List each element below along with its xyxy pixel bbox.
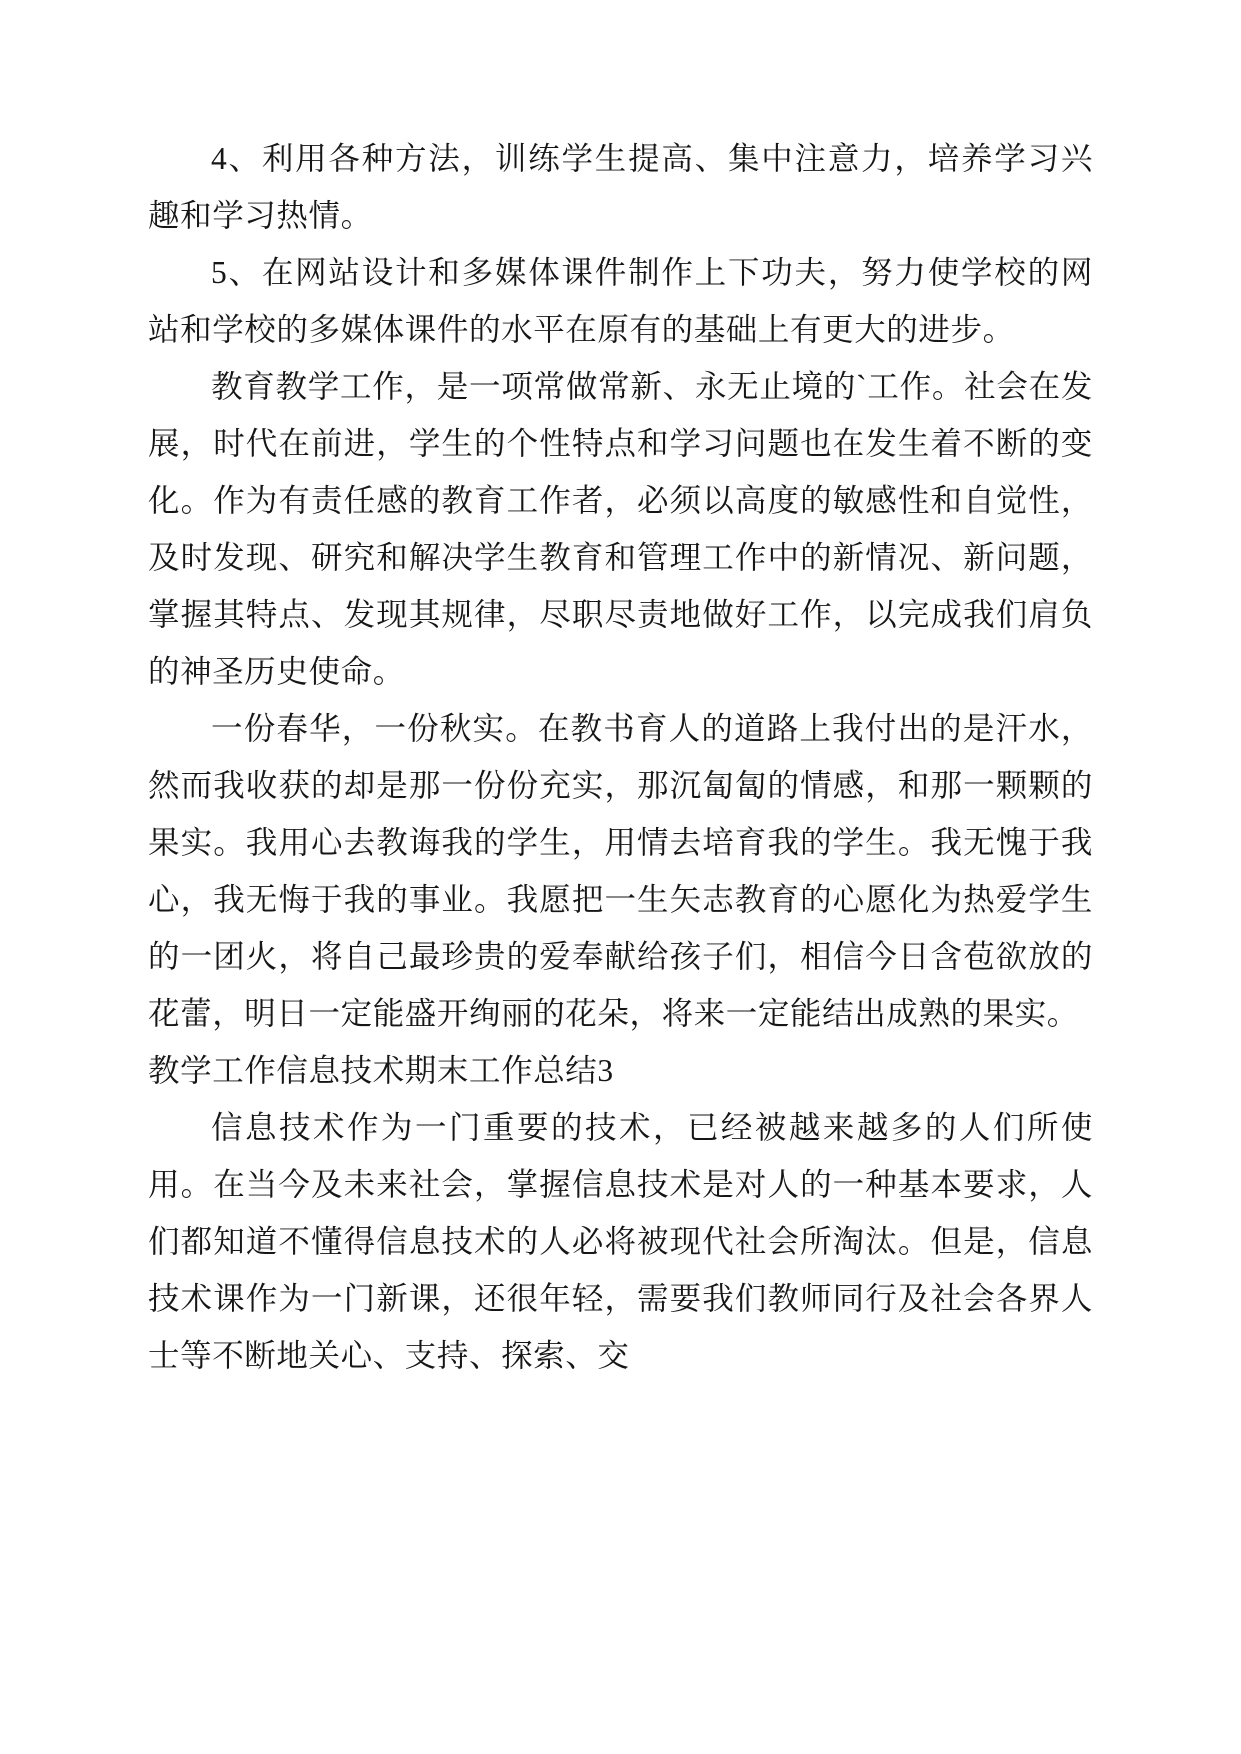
section-heading-3: 教学工作信息技术期末工作总结3	[148, 1053, 614, 1088]
paragraph-item-5: 5、在网站设计和多媒体课件制作上下功夫，努力使学校的网站和学校的多媒体课件的水平在原有的基础上有更大的进步。	[148, 255, 1093, 347]
paragraph-teaching-work: 教育教学工作，是一项常做常新、永无止境的`工作。社会在发展，时代在前进，学生的个性特点和学习问题也在发生着不断的变化。作为有责任感的教育工作者，必须以高度的敏感性和自觉性，及时发现、研究和解决学生教育和管理工作中的新情况、新问题，掌握其特点、发现其规律，尽职尽责地做好工作，以完成我们肩负的神圣历史使命。	[148, 369, 1093, 689]
document-body	[148, 130, 1093, 1384]
paragraph-item-4: 4、利用各种方法，训练学生提高、集中注意力，培养学习兴趣和学习热情。	[148, 141, 1093, 233]
paragraph-spring-autumn: 一份春华，一份秋实。在教书育人的道路上我付出的是汗水，然而我收获的却是那一份份充实，那沉匐匐的情感，和那一颗颗的果实。我用心去教诲我的学生，用情去培育我的学生。我无愧于我心，我无悔于我的事业。我愿把一生矢志教育的心愿化为热爱学生的一团火，将自己最珍贵的爱奉献给孩子们，相信今日含苞欲放的花蕾，明日一定能盛开绚丽的花朵，将来一定能结出成熟的果实。	[148, 711, 1093, 1031]
paragraph-info-technology: 信息技术作为一门重要的技术，已经被越来越多的人们所使用。在当今及未来社会，掌握信息技术是对人的一种基本要求，人们都知道不懂得信息技术的人必将被现代社会所淘汰。但是，信息技术课作为一门新课，还很年轻，需要我们教师同行及社会各界人士等不断地关心、支持、探索、交	[148, 1110, 1093, 1373]
